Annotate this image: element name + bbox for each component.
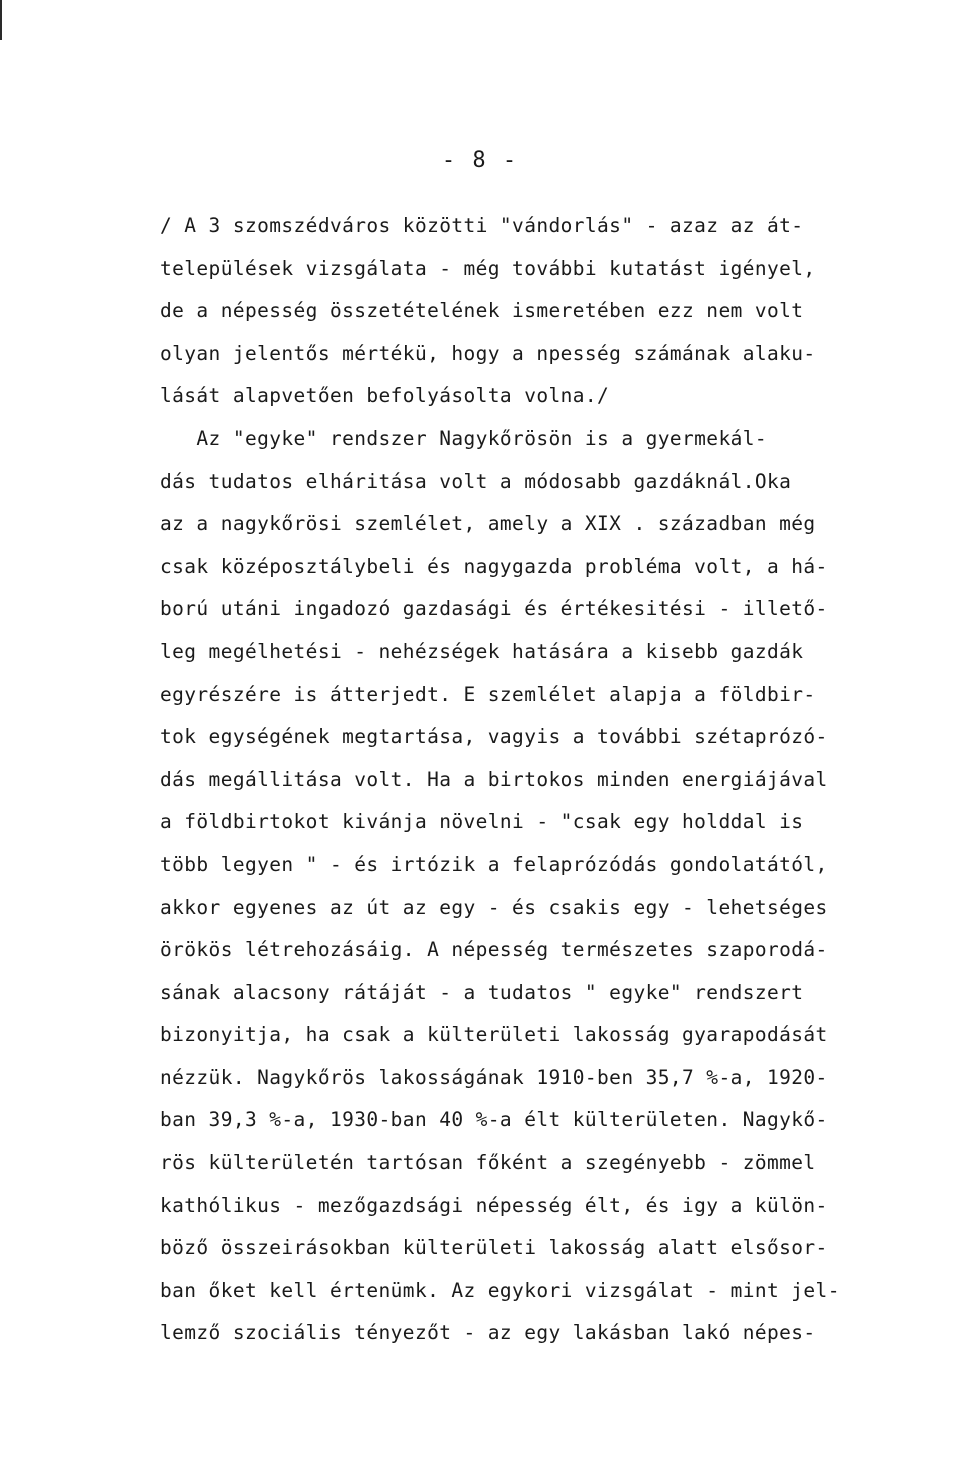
text-line: lását alapvetően befolyásolta volna./: [160, 384, 610, 408]
text-line: örökös létrehozásáig. A népesség természetes szaporodá-: [160, 938, 828, 962]
text-line: dás tudatos elháritása volt a módosabb gazdáknál.Oka: [160, 469, 792, 493]
text-line: sának alacsony rátáját - a tudatos " egyke" rendszert: [160, 980, 804, 1004]
page-number: - 8 -: [441, 148, 519, 173]
text-line: települések vizsgálata - még további kutatást igényel,: [160, 256, 816, 280]
text-line: dás megállitása volt. Ha a birtokos minden energiájával: [160, 767, 828, 791]
text-line: kathólikus - mezőgazdsági népesség élt, és igy a külön-: [160, 1193, 828, 1217]
text-line: bizonyitja, ha csak a külterületi lakosság gyarapodását: [160, 1023, 828, 1047]
text-line: ban 39,3 %-a, 1930-ban 40 %-a élt külterületen. Nagykő-: [160, 1108, 828, 1132]
text-line: akkor egyenes az út az egy - és csakis egy - lehetséges: [160, 895, 828, 919]
text-line: nézzük. Nagykőrös lakosságának 1910-ben 35,7 %-a, 1920-: [160, 1065, 828, 1089]
text-line: több legyen " - és irtózik a felaprózódás gondolatától,: [160, 852, 828, 876]
text-line: az a nagykőrösi szemlélet, amely a XIX . században még: [160, 512, 816, 536]
text-line: böző összeirásokban külterületi lakosság alatt elsősor-: [160, 1236, 828, 1260]
text-line: Az "egyke" rendszer Nagykőrösön is a gyermekál-: [160, 426, 767, 450]
page-edge-mark: [0, 0, 2, 40]
text-line: / A 3 szomszédváros közötti "vándorlás" - azaz az át-: [160, 214, 804, 237]
text-line: tok egységének megtartása, vagyis a további szétaprózó-: [160, 725, 828, 749]
text-line: a földbirtokot kivánja növelni - "csak egy holddal is: [160, 810, 804, 834]
text-line: lemző szociális tényezőt - az egy lakásban lakó népes-: [160, 1321, 816, 1345]
text-line: ban őket kell értenümk. Az egykori vizsgálat - mint jel-: [160, 1278, 840, 1302]
text-line: ború utáni ingadozó gazdasági és értékesitési - illető-: [160, 597, 828, 621]
text-line: leg megélhetési - nehézségek hatására a kisebb gazdák: [160, 639, 804, 663]
body-text: [160, 205, 900, 1355]
text-line: de a népesség összetételének ismeretében ezz nem volt: [160, 299, 804, 323]
text-line: rös külterületén tartósan főként a szegényebb - zömmel: [160, 1151, 816, 1175]
text-line: csak középosztálybeli és nagygazda probléma volt, a há-: [160, 554, 828, 578]
text-line: egyrészére is átterjedt. E szemlélet alapja a földbir-: [160, 682, 816, 706]
text-line: olyan jelentős mértékü, hogy a npesség számának alaku-: [160, 341, 816, 365]
